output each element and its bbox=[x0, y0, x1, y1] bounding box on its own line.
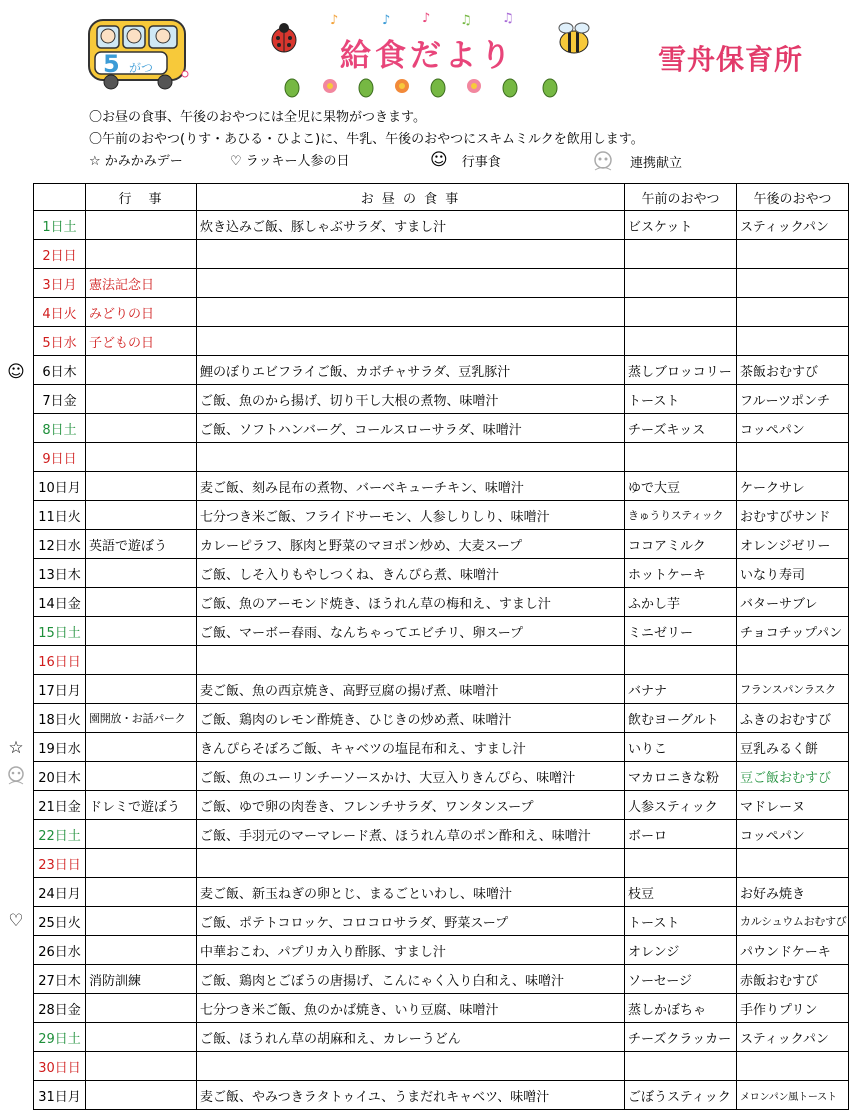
pm-snack-cell: フルーツポンチ bbox=[737, 385, 849, 414]
music-notes-icon bbox=[330, 11, 514, 28]
am-snack-cell: マカロニきな粉 bbox=[625, 762, 737, 791]
svg-text:♪: ♪ bbox=[422, 11, 431, 26]
event-cell bbox=[86, 559, 197, 588]
flowers-leaves-decoration bbox=[285, 79, 557, 97]
lunch-cell bbox=[197, 240, 625, 269]
table-row bbox=[34, 994, 849, 1023]
day-cell: 21日金 bbox=[34, 791, 86, 820]
lunch-cell: ご飯、魚のから揚げ、切り干し大根の煮物、味噌汁 bbox=[197, 385, 625, 414]
pm-snack-cell: コッペパン bbox=[737, 820, 849, 849]
pm-snack-cell: 赤飯おむすび bbox=[737, 965, 849, 994]
ladybug-icon bbox=[272, 23, 296, 52]
table-row bbox=[34, 1081, 849, 1110]
table-row bbox=[34, 327, 849, 356]
table-row bbox=[34, 1023, 849, 1052]
day-cell: 6日木 bbox=[34, 356, 86, 385]
legend-event-meal: ☺ 行事食 bbox=[430, 150, 501, 170]
event-cell bbox=[86, 733, 197, 762]
am-snack-cell: ソーセージ bbox=[625, 965, 737, 994]
day-cell: 26日水 bbox=[34, 936, 86, 965]
svg-text:♫: ♫ bbox=[460, 13, 472, 28]
am-snack-cell: トースト bbox=[625, 907, 737, 936]
header-lunch: お 昼 の 食 事 bbox=[197, 184, 625, 211]
day-cell: 24日月 bbox=[34, 878, 86, 907]
pm-snack-cell: 豆乳みるく餅 bbox=[737, 733, 849, 762]
day-cell: 25日火 bbox=[34, 907, 86, 936]
bus-month-number: 5 bbox=[103, 50, 120, 78]
lunch-cell: 中華おこわ、パプリカ入り酢豚、すまし汁 bbox=[197, 936, 625, 965]
lunch-cell: ご飯、マーボー春雨、なんちゃってエビチリ、卵スープ bbox=[197, 617, 625, 646]
am-snack-cell bbox=[625, 269, 737, 298]
day-cell: 27日木 bbox=[34, 965, 86, 994]
event-cell bbox=[86, 675, 197, 704]
lunch-cell: ご飯、鶏肉とごぼうの唐揚げ、こんにゃく入り白和え、味噌汁 bbox=[197, 965, 625, 994]
event-cell bbox=[86, 356, 197, 385]
day-cell: 17日月 bbox=[34, 675, 86, 704]
am-snack-cell bbox=[625, 849, 737, 878]
lunch-cell: 鯉のぼりエビフライご飯、カボチャサラダ、豆乳豚汁 bbox=[197, 356, 625, 385]
table-row bbox=[34, 414, 849, 443]
event-cell bbox=[86, 878, 197, 907]
day-cell: 3日月 bbox=[34, 269, 86, 298]
day-cell: 22日土 bbox=[34, 820, 86, 849]
table-row bbox=[34, 820, 849, 849]
event-cell bbox=[86, 588, 197, 617]
lunch-cell: 七分つき米ご飯、フライドサーモン、人参しりしり、味噌汁 bbox=[197, 501, 625, 530]
event-cell bbox=[86, 414, 197, 443]
table-row bbox=[34, 849, 849, 878]
am-snack-cell: トースト bbox=[625, 385, 737, 414]
lunch-cell: ご飯、魚のアーモンド焼き、ほうれん草の梅和え、すまし汁 bbox=[197, 588, 625, 617]
legend-renkei: 連携献立 bbox=[590, 150, 682, 172]
pm-snack-cell bbox=[737, 327, 849, 356]
day-cell: 4日火 bbox=[34, 298, 86, 327]
table-row bbox=[34, 791, 849, 820]
day-cell: 30日日 bbox=[34, 1052, 86, 1081]
day-cell: 18日火 bbox=[34, 704, 86, 733]
table-row bbox=[34, 878, 849, 907]
lunch-cell: きんぴらそぼろご飯、キャベツの塩昆布和え、すまし汁 bbox=[197, 733, 625, 762]
table-row bbox=[34, 588, 849, 617]
am-snack-cell bbox=[625, 443, 737, 472]
lunch-cell bbox=[197, 1052, 625, 1081]
pm-snack-cell bbox=[737, 849, 849, 878]
day-cell: 2日日 bbox=[34, 240, 86, 269]
am-snack-cell bbox=[625, 327, 737, 356]
am-snack-cell bbox=[625, 1052, 737, 1081]
lunch-cell: 七分つき米ご飯、魚のかば焼き、いり豆腐、味噌汁 bbox=[197, 994, 625, 1023]
lunch-cell: 麦ご飯、やみつきラタトゥイユ、うまだれキャベツ、味噌汁 bbox=[197, 1081, 625, 1110]
lunch-cell: ご飯、ポテトコロッケ、コロコロサラダ、野菜スープ bbox=[197, 907, 625, 936]
lunch-cell: 麦ご飯、新玉ねぎの卵とじ、まるごといわし、味噌汁 bbox=[197, 878, 625, 907]
event-cell bbox=[86, 646, 197, 675]
am-snack-cell: ゆで大豆 bbox=[625, 472, 737, 501]
am-snack-cell: 蒸しブロッコリー bbox=[625, 356, 737, 385]
am-snack-cell: ミニゼリー bbox=[625, 617, 737, 646]
smile-icon: ☺ bbox=[430, 150, 448, 170]
am-snack-cell: 飲むヨーグルト bbox=[625, 704, 737, 733]
header-am-snack: 午前のおやつ bbox=[625, 184, 737, 211]
event-cell: 憲法記念日 bbox=[86, 269, 197, 298]
pm-snack-cell: チョコチップパン bbox=[737, 617, 849, 646]
am-snack-cell: オレンジ bbox=[625, 936, 737, 965]
am-snack-cell: きゅうりスティック bbox=[625, 501, 737, 530]
pm-snack-cell: バターサブレ bbox=[737, 588, 849, 617]
table-row bbox=[34, 443, 849, 472]
lunch-cell bbox=[197, 646, 625, 675]
event-cell bbox=[86, 762, 197, 791]
pm-snack-cell: パウンドケーキ bbox=[737, 936, 849, 965]
lunch-cell: ご飯、ゆで卵の肉巻き、フレンチサラダ、ワンタンスープ bbox=[197, 791, 625, 820]
bus-month-caption: がつ bbox=[129, 61, 154, 75]
lunch-cell: 麦ご飯、魚の西京焼き、高野豆腐の揚げ煮、味噌汁 bbox=[197, 675, 625, 704]
header-day bbox=[34, 184, 86, 211]
event-cell bbox=[86, 1081, 197, 1110]
event-cell bbox=[86, 617, 197, 646]
table-row bbox=[34, 646, 849, 675]
event-cell: 子どもの日 bbox=[86, 327, 197, 356]
lunch-cell: 麦ご飯、刻み昆布の煮物、バーベキューチキン、味噌汁 bbox=[197, 472, 625, 501]
table-row bbox=[34, 1052, 849, 1081]
event-meal-smile-icon: ☺ bbox=[7, 362, 25, 382]
event-cell bbox=[86, 211, 197, 240]
renkei-logo-icon bbox=[590, 150, 616, 172]
am-snack-cell bbox=[625, 646, 737, 675]
day-cell: 8日土 bbox=[34, 414, 86, 443]
pm-snack-cell: スティックパン bbox=[737, 1023, 849, 1052]
day-cell: 10日月 bbox=[34, 472, 86, 501]
header-pm-snack: 午後のおやつ bbox=[737, 184, 849, 211]
event-cell bbox=[86, 820, 197, 849]
table-row bbox=[34, 385, 849, 414]
lunch-cell bbox=[197, 849, 625, 878]
day-cell: 15日土 bbox=[34, 617, 86, 646]
lunch-cell bbox=[197, 443, 625, 472]
event-cell bbox=[86, 501, 197, 530]
table-row bbox=[34, 240, 849, 269]
pm-snack-cell bbox=[737, 269, 849, 298]
pm-snack-cell: オレンジゼリー bbox=[737, 530, 849, 559]
day-cell: 28日金 bbox=[34, 994, 86, 1023]
table-row bbox=[34, 617, 849, 646]
svg-text:♪: ♪ bbox=[382, 13, 391, 28]
svg-text:♪: ♪ bbox=[330, 13, 339, 28]
lunch-cell bbox=[197, 298, 625, 327]
event-cell: 園開放・お話パーク bbox=[86, 704, 197, 733]
am-snack-cell bbox=[625, 240, 737, 269]
day-cell: 23日日 bbox=[34, 849, 86, 878]
table-row bbox=[34, 211, 849, 240]
pm-snack-cell: 豆ご飯おむすび bbox=[737, 762, 849, 791]
day-cell: 14日金 bbox=[34, 588, 86, 617]
am-snack-cell: チーズクラッカー bbox=[625, 1023, 737, 1052]
svg-text:♫: ♫ bbox=[502, 11, 514, 26]
lunch-cell bbox=[197, 269, 625, 298]
lunch-cell: ご飯、手羽元のマーマレード煮、ほうれん草のポン酢和え、味噌汁 bbox=[197, 820, 625, 849]
lunch-cell: ご飯、魚のユーリンチーソースかけ、大豆入りきんぴら、味噌汁 bbox=[197, 762, 625, 791]
lunch-cell: ご飯、ほうれん草の胡麻和え、カレーうどん bbox=[197, 1023, 625, 1052]
pm-snack-cell: おむすびサンド bbox=[737, 501, 849, 530]
lucky-carrot-heart-icon: ♡ bbox=[8, 911, 24, 931]
event-cell bbox=[86, 936, 197, 965]
pm-snack-cell: 茶飯おむすび bbox=[737, 356, 849, 385]
am-snack-cell bbox=[625, 298, 737, 327]
am-snack-cell: 枝豆 bbox=[625, 878, 737, 907]
day-cell: 19日水 bbox=[34, 733, 86, 762]
event-cell: みどりの日 bbox=[86, 298, 197, 327]
event-cell bbox=[86, 240, 197, 269]
pm-snack-cell: お好み焼き bbox=[737, 878, 849, 907]
event-cell bbox=[86, 385, 197, 414]
pm-snack-cell: フランスパンラスク bbox=[737, 675, 849, 704]
day-cell: 13日木 bbox=[34, 559, 86, 588]
lunch-cell bbox=[197, 327, 625, 356]
am-snack-cell: チーズキッス bbox=[625, 414, 737, 443]
pm-snack-cell: カルシュウムおむすび bbox=[737, 907, 849, 936]
table-row bbox=[34, 907, 849, 936]
lunch-cell: ご飯、鶏肉のレモン酢焼き、ひじきの炒め煮、味噌汁 bbox=[197, 704, 625, 733]
table-row bbox=[34, 704, 849, 733]
pm-snack-cell bbox=[737, 1052, 849, 1081]
lunch-cell: 炊き込みご飯、豚しゃぶサラダ、すまし汁 bbox=[197, 211, 625, 240]
pm-snack-cell: スティックパン bbox=[737, 211, 849, 240]
table-row bbox=[34, 298, 849, 327]
header-event: 行 事 bbox=[86, 184, 197, 211]
page-title: 給食だより bbox=[340, 38, 515, 74]
event-cell: 消防訓練 bbox=[86, 965, 197, 994]
renkei-logo-icon bbox=[5, 765, 27, 787]
pm-snack-cell bbox=[737, 646, 849, 675]
table-row bbox=[34, 530, 849, 559]
note-fruit: 〇お昼の食事、午後のおやつには全児に果物がつきます。 bbox=[89, 110, 426, 125]
table-row bbox=[34, 356, 849, 385]
event-cell: ドレミで遊ぼう bbox=[86, 791, 197, 820]
lunch-cell: カレーピラフ、豚肉と野菜のマヨポン炒め、大麦スープ bbox=[197, 530, 625, 559]
day-cell: 7日金 bbox=[34, 385, 86, 414]
lunch-cell: ご飯、ソフトハンバーグ、コールスローサラダ、味噌汁 bbox=[197, 414, 625, 443]
pm-snack-cell: コッペパン bbox=[737, 414, 849, 443]
table-row bbox=[34, 269, 849, 298]
table-row bbox=[34, 733, 849, 762]
event-cell bbox=[86, 907, 197, 936]
pm-snack-cell: いなり寿司 bbox=[737, 559, 849, 588]
table-row bbox=[34, 762, 849, 791]
day-cell: 16日日 bbox=[34, 646, 86, 675]
lunch-cell: ご飯、しそ入りもやしつくね、きんぴら煮、味噌汁 bbox=[197, 559, 625, 588]
pm-snack-cell bbox=[737, 240, 849, 269]
bee-icon bbox=[559, 23, 589, 53]
day-cell: 11日火 bbox=[34, 501, 86, 530]
am-snack-cell: ボーロ bbox=[625, 820, 737, 849]
table-header-row bbox=[34, 184, 849, 211]
note-milk: 〇午前のおやつ(りす・あひる・ひよこ)に、牛乳、午後のおやつにスキムミルクを飲用します。 bbox=[89, 132, 644, 147]
event-cell bbox=[86, 1052, 197, 1081]
day-cell: 1日土 bbox=[34, 211, 86, 240]
am-snack-cell: バナナ bbox=[625, 675, 737, 704]
menu-table bbox=[33, 183, 849, 1110]
day-cell: 20日木 bbox=[34, 762, 86, 791]
pm-snack-cell: ケークサレ bbox=[737, 472, 849, 501]
am-snack-cell: ココアミルク bbox=[625, 530, 737, 559]
pm-snack-cell: 手作りプリン bbox=[737, 994, 849, 1023]
legend-lucky: ♡ ラッキー人参の日 bbox=[230, 154, 350, 169]
table-row bbox=[34, 472, 849, 501]
am-snack-cell: いりこ bbox=[625, 733, 737, 762]
day-cell: 31日月 bbox=[34, 1081, 86, 1110]
pm-snack-cell: メロンパン風トースト bbox=[737, 1081, 849, 1110]
table-row bbox=[34, 559, 849, 588]
event-cell bbox=[86, 994, 197, 1023]
pm-snack-cell bbox=[737, 443, 849, 472]
am-snack-cell: ホットケーキ bbox=[625, 559, 737, 588]
table-row bbox=[34, 501, 849, 530]
am-snack-cell: 人参スティック bbox=[625, 791, 737, 820]
day-cell: 12日水 bbox=[34, 530, 86, 559]
event-cell: 英語で遊ぼう bbox=[86, 530, 197, 559]
pm-snack-cell bbox=[737, 298, 849, 327]
table-row bbox=[34, 936, 849, 965]
kamikami-star-icon: ☆ bbox=[8, 738, 24, 758]
day-cell: 5日水 bbox=[34, 327, 86, 356]
title-banner bbox=[262, 8, 602, 103]
event-cell bbox=[86, 1023, 197, 1052]
pm-snack-cell: ふきのおむすび bbox=[737, 704, 849, 733]
am-snack-cell: ふかし芋 bbox=[625, 588, 737, 617]
event-cell bbox=[86, 443, 197, 472]
table-row bbox=[34, 965, 849, 994]
school-bus-illustration bbox=[87, 12, 191, 90]
pm-snack-cell: マドレーヌ bbox=[737, 791, 849, 820]
legend-kamikami: ☆ かみかみデー bbox=[89, 154, 183, 169]
day-cell: 9日日 bbox=[34, 443, 86, 472]
school-name: 雪舟保育所 bbox=[658, 43, 804, 76]
am-snack-cell: ごぼうスティック bbox=[625, 1081, 737, 1110]
am-snack-cell: ビスケット bbox=[625, 211, 737, 240]
event-cell bbox=[86, 472, 197, 501]
table-row bbox=[34, 675, 849, 704]
day-cell: 29日土 bbox=[34, 1023, 86, 1052]
event-cell bbox=[86, 849, 197, 878]
am-snack-cell: 蒸しかぼちゃ bbox=[625, 994, 737, 1023]
